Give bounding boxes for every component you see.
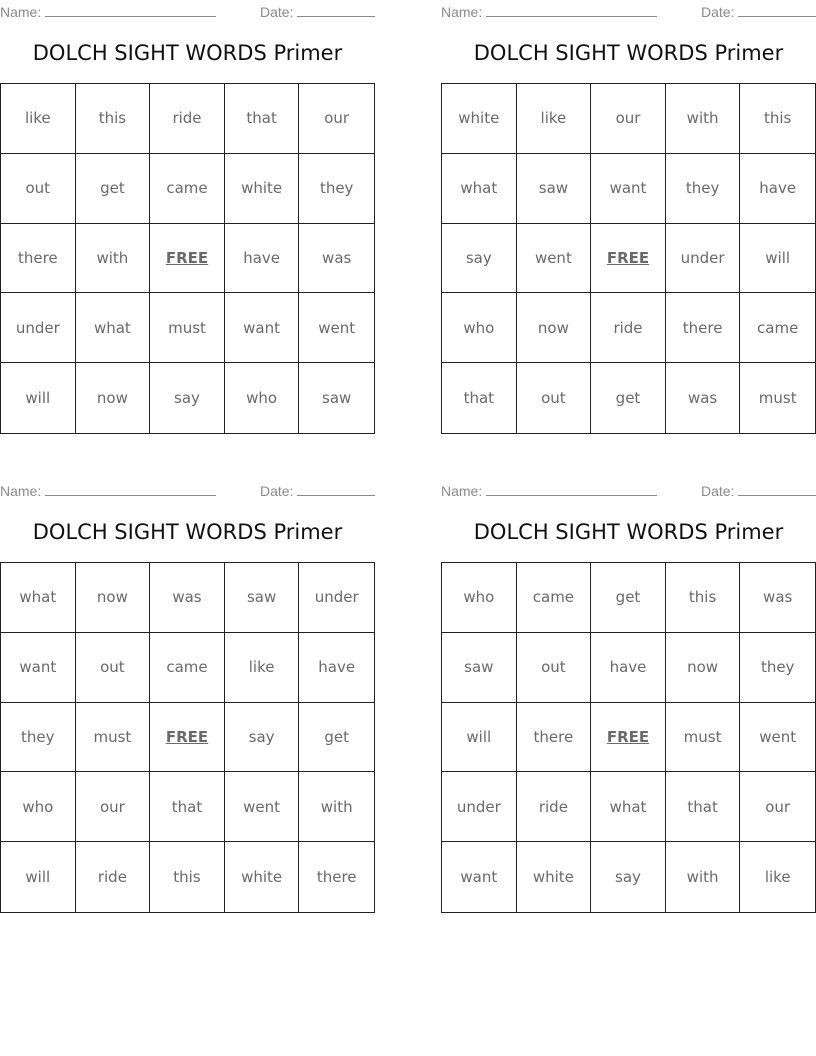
word-cell: our <box>76 772 151 842</box>
word-cell: under <box>442 772 517 842</box>
word-cell: must <box>150 293 225 363</box>
word-cell: out <box>517 363 592 433</box>
card-title: DOLCH SIGHT WORDS Primer <box>473 41 784 65</box>
word-cell: will <box>740 224 815 294</box>
word-cell: like <box>517 84 592 154</box>
word-cell: white <box>225 154 300 224</box>
word-cell: there <box>517 703 592 773</box>
word-cell: out <box>517 633 592 703</box>
card-title: DOLCH SIGHT WORDS Primer <box>473 520 784 544</box>
word-cell: they <box>666 154 741 224</box>
word-cell: this <box>666 563 741 633</box>
card-header <box>441 482 816 498</box>
word-cell: must <box>666 703 741 773</box>
word-cell: this <box>76 84 151 154</box>
word-cell: want <box>442 842 517 912</box>
word-cell: white <box>225 842 300 912</box>
word-cell: what <box>76 293 151 363</box>
word-cell: have <box>591 633 666 703</box>
date-label: Date: <box>260 4 294 20</box>
word-cell: out <box>76 633 151 703</box>
word-cell: have <box>225 224 300 294</box>
word-cell: get <box>76 154 151 224</box>
word-cell: there <box>316 868 357 887</box>
word-cell: must <box>76 703 151 773</box>
date-blank-line <box>297 3 375 17</box>
date-blank-line <box>738 3 816 17</box>
word-cell: under <box>1 293 76 363</box>
date-blank-line <box>738 482 816 496</box>
word-cell: came <box>517 563 592 633</box>
word-cell: saw <box>517 154 592 224</box>
word-cell: that <box>150 772 225 842</box>
word-cell: now <box>517 293 592 363</box>
word-cell: that <box>225 84 300 154</box>
word-cell: went <box>517 224 592 294</box>
date-label: Date: <box>701 4 735 20</box>
word-cell: want <box>591 154 666 224</box>
name-label: Name: <box>441 483 483 499</box>
name-blank-line <box>486 482 657 496</box>
word-cell: what <box>591 772 666 842</box>
name-field <box>441 3 657 20</box>
free-space-cell: FREE <box>591 703 666 773</box>
word-cell: what <box>442 154 517 224</box>
word-cell: they <box>299 154 374 224</box>
card-title: DOLCH SIGHT WORDS Primer <box>32 41 343 65</box>
word-cell: white <box>442 84 517 154</box>
bingo-grid <box>0 562 375 913</box>
word-cell: will <box>1 363 76 433</box>
word-cell: like <box>764 868 791 887</box>
word-cell: saw <box>442 633 517 703</box>
name-label: Name: <box>0 4 42 20</box>
word-cell: have <box>740 154 815 224</box>
word-cell: our <box>299 84 374 154</box>
word-cell: this <box>150 842 225 912</box>
word-cell: with <box>299 772 374 842</box>
word-cell: went <box>225 772 300 842</box>
name-blank-line <box>486 3 657 17</box>
word-cell: ride <box>150 84 225 154</box>
free-space-cell: FREE <box>150 224 225 294</box>
word-cell: was <box>150 563 225 633</box>
free-space-cell: FREE <box>150 703 225 773</box>
word-cell: now <box>76 363 151 433</box>
card-header <box>0 3 375 19</box>
date-field <box>701 482 816 499</box>
word-cell: white <box>517 842 592 912</box>
word-cell: ride <box>517 772 592 842</box>
word-cell: say <box>442 224 517 294</box>
word-cell: they <box>740 633 815 703</box>
word-cell: was <box>299 224 374 294</box>
name-blank-line <box>45 3 216 17</box>
word-cell: saw <box>225 563 300 633</box>
word-cell: must <box>758 389 797 408</box>
word-cell: ride <box>591 293 666 363</box>
name-label: Name: <box>441 4 483 20</box>
word-cell: want <box>1 633 76 703</box>
date-label: Date: <box>701 483 735 499</box>
word-cell: our <box>591 84 666 154</box>
word-cell: that <box>442 363 517 433</box>
bingo-grid <box>441 562 816 913</box>
word-cell: with <box>76 224 151 294</box>
word-cell: will <box>442 703 517 773</box>
date-field <box>701 3 816 20</box>
word-cell: went <box>299 293 374 363</box>
card-header <box>0 482 375 498</box>
word-cell: under <box>299 563 374 633</box>
word-cell: ride <box>76 842 151 912</box>
word-cell: want <box>225 293 300 363</box>
word-cell: came <box>740 293 815 363</box>
word-cell: came <box>150 633 225 703</box>
word-cell: they <box>1 703 76 773</box>
card-header <box>441 3 816 19</box>
word-cell: get <box>591 363 666 433</box>
word-cell: was <box>666 363 741 433</box>
word-cell: with <box>666 84 741 154</box>
word-cell: that <box>666 772 741 842</box>
free-space-cell: FREE <box>591 224 666 294</box>
word-cell: like <box>225 633 300 703</box>
word-cell: get <box>299 703 374 773</box>
word-cell: what <box>1 563 76 633</box>
word-cell: there <box>666 293 741 363</box>
word-cell: was <box>740 563 815 633</box>
date-field <box>260 3 375 20</box>
word-cell: saw <box>322 389 352 408</box>
date-blank-line <box>297 482 375 496</box>
name-field <box>0 3 216 20</box>
bingo-grid <box>0 83 375 434</box>
name-label: Name: <box>0 483 42 499</box>
word-cell: say <box>150 363 225 433</box>
bingo-grid <box>441 83 816 434</box>
word-cell: now <box>76 563 151 633</box>
card-title: DOLCH SIGHT WORDS Primer <box>32 520 343 544</box>
word-cell: out <box>1 154 76 224</box>
word-cell: say <box>225 703 300 773</box>
name-blank-line <box>45 482 216 496</box>
word-cell: went <box>740 703 815 773</box>
date-label: Date: <box>260 483 294 499</box>
name-field <box>0 482 216 499</box>
word-cell: have <box>299 633 374 703</box>
word-cell: say <box>591 842 666 912</box>
word-cell: came <box>150 154 225 224</box>
word-cell: will <box>1 842 76 912</box>
word-cell: with <box>666 842 741 912</box>
date-field <box>260 482 375 499</box>
word-cell: who <box>442 293 517 363</box>
word-cell: who <box>442 563 517 633</box>
word-cell: our <box>740 772 815 842</box>
word-cell: this <box>740 84 815 154</box>
name-field <box>441 482 657 499</box>
word-cell: like <box>1 84 76 154</box>
word-cell: get <box>591 563 666 633</box>
word-cell: now <box>666 633 741 703</box>
word-cell: who <box>225 363 300 433</box>
word-cell: under <box>666 224 741 294</box>
word-cell: who <box>1 772 76 842</box>
word-cell: there <box>1 224 76 294</box>
